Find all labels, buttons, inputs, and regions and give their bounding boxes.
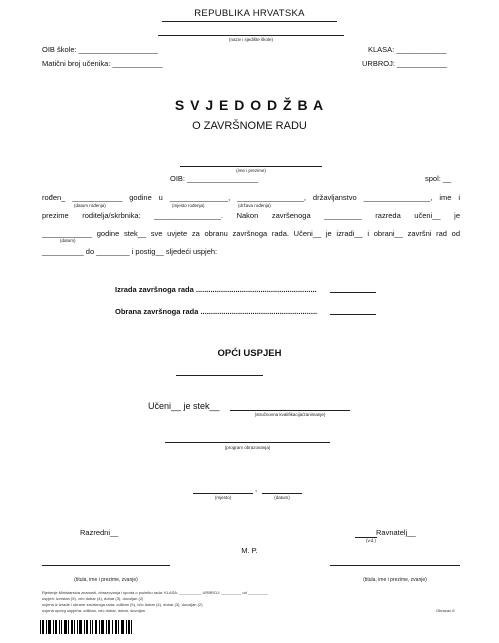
student-name-hint: (ime i prezime): [236, 168, 266, 173]
place-date-comma: ,: [255, 484, 258, 493]
qualification-field[interactable]: [230, 410, 350, 411]
oib-school-field[interactable]: OIB škole: ___________________: [42, 45, 158, 54]
paragraph-line-1: rođen_ ____________ godine u ______________, ________________, državljanstvo ________________, ime i: [42, 193, 460, 202]
school-name-line: [158, 35, 344, 36]
spol-field[interactable]: spol: __: [425, 174, 452, 183]
date-field[interactable]: [262, 493, 302, 494]
ravnatelj-signature-field[interactable]: [330, 565, 460, 566]
hint-datum: (datum): [60, 238, 76, 243]
country-title: REPUBLIKA HRVATSKA: [194, 8, 305, 19]
country-underline: [162, 21, 337, 22]
obrana-grade-field[interactable]: [330, 314, 376, 315]
klasa-field[interactable]: KLASA: ____________: [368, 45, 447, 54]
razrednik-signature-hint: (titula, ime i prezime, zvanje): [74, 577, 138, 583]
opci-uspjeh-field[interactable]: [176, 375, 263, 376]
paragraph-line-3: ____________ godine stek__ sve uvjete za obranu završnoga rada. Učeni__ je izradi__ i obrani__ završni rad od: [42, 229, 460, 238]
hint-birth-date: (datum rođenja): [74, 203, 106, 208]
mp-stamp-label: M. P.: [241, 546, 258, 555]
student-oib-field[interactable]: OIB: _________________: [170, 174, 258, 183]
place-hint: (mjesto): [214, 495, 232, 500]
urbroj-field[interactable]: URBROJ: ____________: [362, 59, 448, 68]
qualification-hint: (stručnovna kvalifikacija/zanimanje): [254, 412, 326, 417]
program-hint: (program obrazovanja): [224, 445, 271, 450]
document-subtitle: O ZAVRŠNOME RADU: [192, 120, 307, 132]
obrana-grade-row: Obrana završnoga rada ........................................................: [115, 307, 318, 316]
razrednik-signature-field[interactable]: [42, 565, 170, 566]
hint-birth-state: (država rođenja): [238, 203, 271, 208]
paragraph-line-4: __________ do ________ i postig__ sljedeći uspjeh:: [42, 247, 218, 256]
ucenik-stekao-label: Učeni__ je stek__: [148, 401, 220, 411]
footer-note-4: ocjena općeg uspjeha: odličan, vrlo dobar, dobar, dovoljan: [42, 608, 145, 613]
vd-hint: (v.d.): [366, 538, 376, 543]
barcode: [40, 620, 132, 634]
razrednik-label: Razredni__: [80, 528, 119, 537]
maticni-broj-field[interactable]: Matični broj učenika: ____________: [42, 59, 163, 68]
opci-uspjeh-title: OPĆI USPJEH: [217, 348, 282, 359]
document-title: S V J E D O D Ž B A: [174, 97, 325, 113]
footer-note-2: uspjeh: izvrstan (5), vrlo dobar (4), dobar (3), dovoljan (2): [42, 596, 144, 601]
footer-note-1: Rješenje Ministarstva znanosti, obrazovanja i sporta o početku rada: KLASA: __________ URBROJ: _________ od _________: [42, 590, 268, 595]
student-name-line: [180, 166, 322, 167]
hint-birth-place: (mjesto rođenja): [172, 203, 205, 208]
izrada-grade-field[interactable]: [330, 292, 376, 293]
form-code: Obrazac 6: [436, 608, 455, 613]
school-hint: (naziv i sjedište škole): [228, 37, 273, 42]
footer-note-3: ocjena iz izrade i obrane završnoga rada: odličan (5), vrlo dobar (4), dobar (3), dovoljan (2): [42, 602, 203, 607]
paragraph-line-2: prezime roditelja/skrbnika: ________________. Nakon završenoga _________ razreda učeni__ je: [42, 211, 460, 220]
place-field[interactable]: [193, 493, 253, 494]
program-field[interactable]: [165, 442, 330, 443]
ravnatelj-signature-hint: (titula, ime i prezime, zvanje): [363, 577, 427, 583]
ravnatelj-label: Ravnatelj__: [376, 528, 416, 537]
date-hint: (datum): [274, 495, 290, 500]
izrada-grade-row: Izrada završnoga rada ..........................................................: [115, 285, 317, 294]
